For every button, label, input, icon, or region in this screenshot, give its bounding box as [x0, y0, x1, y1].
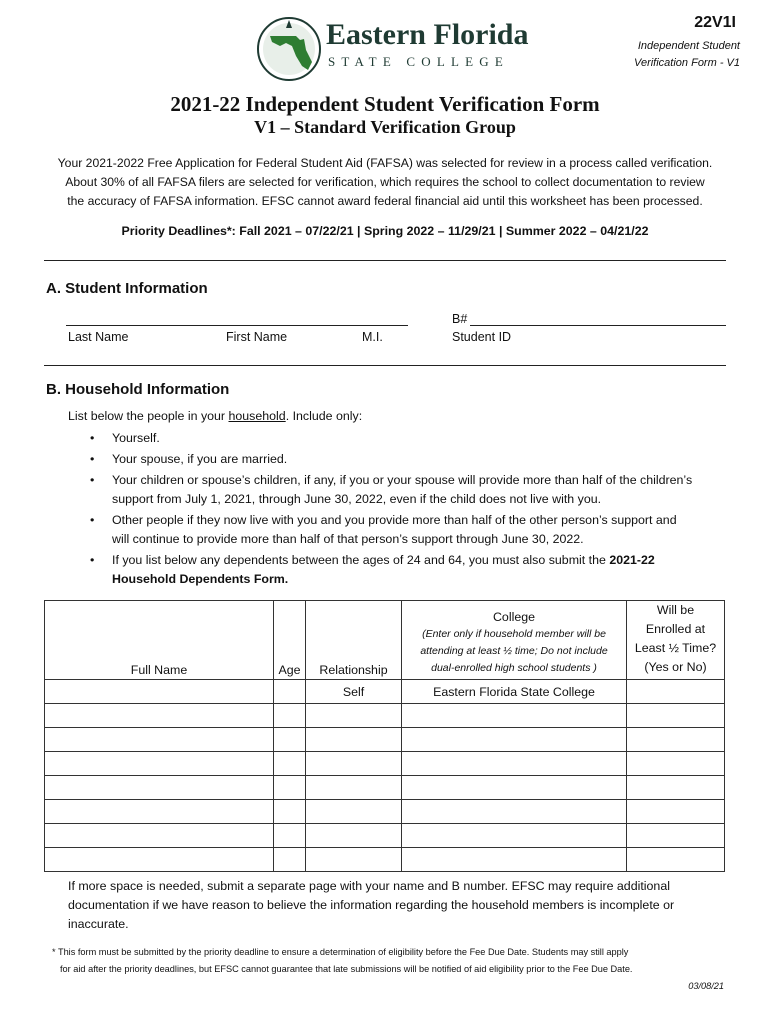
logo-name: Eastern Florida — [326, 18, 529, 51]
col-enrolled-header — [627, 601, 725, 680]
list-item — [88, 511, 728, 549]
intro-line: About 30% of all FAFSA filers are selected for verification, which requires the school to collect documentation to review — [65, 175, 705, 189]
first-name-label: First Name — [226, 330, 288, 344]
intro-paragraph — [40, 154, 730, 211]
florida-seal-icon — [256, 16, 322, 82]
relationship-cell[interactable] — [306, 848, 402, 872]
enrolled-cell[interactable] — [627, 800, 725, 824]
priority-deadlines: Priority Deadlines*: Fall 2021 – 07/22/21 | Spring 2022 – 11/29/21 | Summer 2022 – 04/21/22 — [121, 224, 649, 238]
col-enrolled-text: Will be — [656, 603, 695, 617]
table-row — [45, 728, 725, 752]
intro-line: the accuracy of FAFSA information. EFSC cannot award federal financial aid until this worksheet has been processed. — [67, 194, 703, 208]
col-enrolled-text: (Yes or No) — [644, 660, 707, 674]
table-row — [45, 704, 725, 728]
college-cell[interactable] — [402, 824, 627, 848]
list-item-line: will continue to provide more than half of that person’s support through June 30, 2022. — [112, 532, 584, 546]
relationship-cell[interactable] — [306, 752, 402, 776]
enrolled-cell[interactable] — [627, 704, 725, 728]
college-cell[interactable] — [402, 848, 627, 872]
col-enrolled-text: Least ½ Time? — [634, 641, 717, 655]
enrolled-cell[interactable] — [627, 848, 725, 872]
relationship-cell[interactable] — [306, 776, 402, 800]
college-cell[interactable] — [402, 704, 627, 728]
form-code-description-line2: Verification Form - V1 — [634, 57, 740, 69]
footnote-line: * This form must be submitted by the priority deadline to ensure a determination of eligibility before the Fee Due Date. Students may still apply — [52, 947, 629, 957]
table-row — [45, 824, 725, 848]
full-name-cell[interactable] — [45, 680, 274, 704]
full-name-cell[interactable] — [45, 800, 274, 824]
col-college-note: (Enter only if household member will be — [422, 628, 606, 640]
college-cell[interactable] — [402, 752, 627, 776]
student-id-input-line[interactable] — [470, 325, 726, 326]
note-line: If more space is needed, submit a separate page with your name and B number. EFSC may require additional — [68, 879, 670, 893]
list-item — [88, 551, 728, 589]
note-line: inaccurate. — [68, 917, 129, 931]
form-title: 2021-22 Independent Student Verification Form — [170, 92, 600, 116]
list-item-text: If you list below any dependents between the ages of 24 and 64, you must also submit the — [112, 553, 610, 567]
student-id-label: Student ID — [452, 330, 512, 344]
list-item-line: • Your children or spouse’s children, if any, if you or your spouse will provide more than half of the children’s — [112, 473, 693, 487]
divider — [44, 365, 726, 366]
list-item — [88, 471, 728, 509]
middle-initial-label: M.I. — [362, 330, 383, 344]
full-name-cell[interactable] — [45, 824, 274, 848]
household-link[interactable]: household — [228, 409, 286, 423]
revision-date: 03/08/21 — [688, 981, 724, 991]
form-code: 22V1I — [694, 14, 736, 31]
form-code-description — [634, 38, 740, 72]
col-enrolled-text: Enrolled at — [645, 622, 706, 636]
enrolled-cell[interactable] — [627, 776, 725, 800]
footnote-line: for aid after the priority deadlines, but EFSC cannot guarantee that late submissions will be notified of aid eligibility prior to the Fee Due Date. — [60, 964, 633, 974]
section-a-heading: A. Student Information — [46, 280, 208, 297]
last-name-label: Last Name — [68, 330, 129, 344]
relationship-cell[interactable] — [306, 824, 402, 848]
age-cell[interactable] — [274, 680, 306, 704]
age-cell[interactable] — [274, 848, 306, 872]
intro-line: Your 2021-2022 Free Application for Federal Student Aid (FAFSA) was selected for review in a process called verification. — [57, 156, 713, 170]
col-age-header: Age — [274, 601, 306, 680]
age-cell[interactable] — [274, 800, 306, 824]
enrolled-cell[interactable] — [627, 728, 725, 752]
enrolled-cell[interactable] — [627, 680, 725, 704]
household-lead-text: . Include only: — [285, 409, 363, 423]
college-cell[interactable] — [402, 800, 627, 824]
col-relationship-header: Relationship — [306, 601, 402, 680]
list-item-line — [112, 570, 728, 589]
divider — [44, 260, 726, 261]
full-name-cell[interactable] — [45, 728, 274, 752]
college-cell[interactable] — [402, 776, 627, 800]
additional-info-note — [68, 877, 728, 934]
list-item-line: • Other people if they now live with you and you provide more than half of the other person’s support and — [112, 513, 677, 527]
b-number-prefix: B# — [452, 312, 468, 326]
col-college-header — [402, 601, 627, 680]
logo-subtitle: STATE COLLEGE — [328, 54, 510, 69]
table-header-row — [45, 601, 725, 680]
name-input-line[interactable] — [66, 325, 408, 326]
col-college-title: College — [492, 610, 536, 624]
footnote — [52, 944, 732, 978]
college-logo — [256, 16, 529, 82]
list-item-line — [112, 551, 728, 570]
list-item: • Your spouse, if you are married. — [88, 450, 728, 469]
age-cell[interactable] — [274, 776, 306, 800]
table-row — [45, 776, 725, 800]
list-item-bold: 2021-22 — [609, 553, 655, 567]
age-cell[interactable] — [274, 728, 306, 752]
col-full-name-header: Full Name — [45, 601, 274, 680]
note-line: documentation if we have reason to believe the information regarding the household members is incomplete or — [68, 898, 675, 912]
col-college-note: dual-enrolled high school students ) — [431, 662, 597, 674]
form-subtitle: V1 – Standard Verification Group — [254, 117, 516, 137]
household-lead-text: List below the people in your — [68, 409, 229, 423]
list-item: • Yourself. — [88, 429, 728, 448]
table-row — [45, 848, 725, 872]
list-item-bold: Household Dependents Form. — [112, 572, 289, 586]
form-code-description-line1: Independent Student — [637, 40, 740, 52]
household-bullet-list — [88, 429, 728, 589]
table-row — [45, 680, 725, 704]
household-lead — [68, 407, 728, 426]
relationship-cell[interactable] — [306, 728, 402, 752]
enrolled-cell[interactable] — [627, 824, 725, 848]
relationship-cell: Self — [306, 680, 402, 704]
list-item-line: support from July 1, 2021, through June 30, 2022, even if the child does not live with you. — [112, 492, 602, 506]
section-b-heading: B. Household Information — [46, 381, 230, 398]
full-name-cell[interactable] — [45, 776, 274, 800]
college-cell[interactable] — [402, 728, 627, 752]
age-cell[interactable] — [274, 824, 306, 848]
full-name-cell[interactable] — [45, 752, 274, 776]
relationship-cell[interactable] — [306, 800, 402, 824]
full-name-cell[interactable] — [45, 848, 274, 872]
college-cell: Eastern Florida State College — [402, 680, 627, 704]
full-name-cell[interactable] — [45, 704, 274, 728]
table-row — [45, 752, 725, 776]
table-row — [45, 800, 725, 824]
household-instructions — [68, 407, 728, 591]
age-cell[interactable] — [274, 704, 306, 728]
col-college-note: attending at least ½ time; Do not include — [420, 645, 608, 657]
household-table — [44, 600, 725, 872]
enrolled-cell[interactable] — [627, 752, 725, 776]
relationship-cell[interactable] — [306, 704, 402, 728]
age-cell[interactable] — [274, 752, 306, 776]
